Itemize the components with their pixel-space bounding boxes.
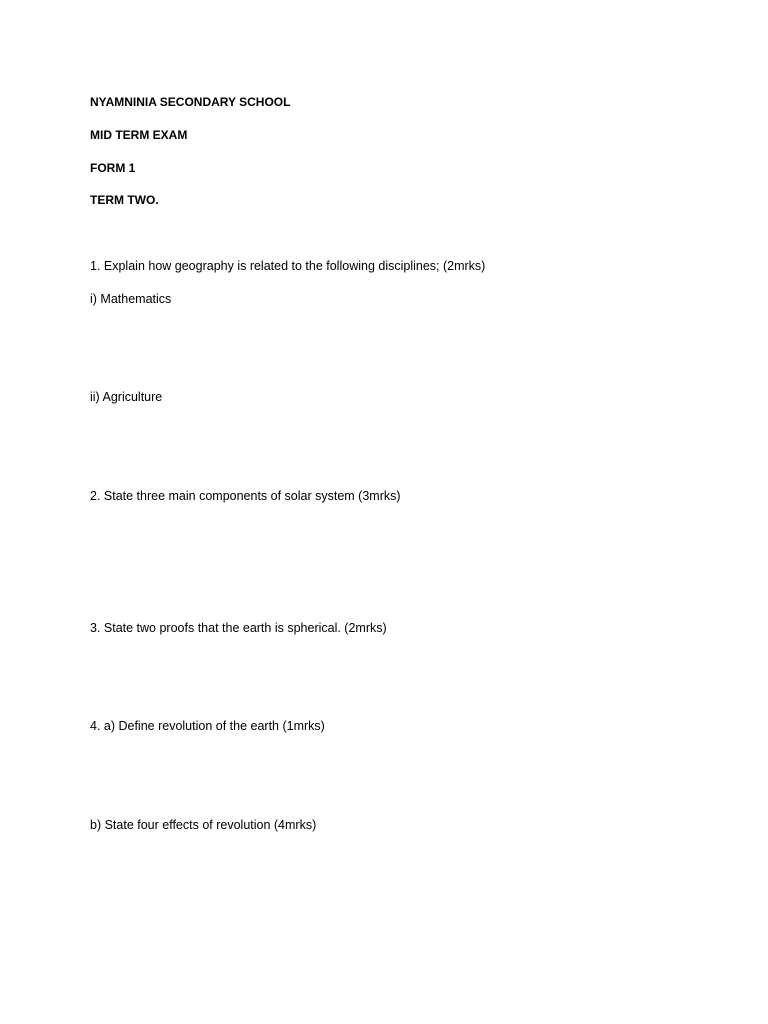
question-3: 3. State two proofs that the earth is spherical. (2mrks): [90, 621, 387, 635]
question-4-part-b: b) State four effects of revolution (4mrks): [90, 818, 317, 832]
question-1: 1. Explain how geography is related to the following disciplines; (2mrks): [90, 259, 486, 273]
question-4-part-a: 4. a) Define revolution of the earth (1mrks): [90, 719, 325, 733]
question-1-part-i: i) Mathematics: [90, 292, 172, 306]
school-name: NYAMNINIA SECONDARY SCHOOL: [90, 95, 291, 109]
question-1-part-ii: ii) Agriculture: [90, 390, 163, 404]
term-label: TERM TWO.: [90, 193, 159, 207]
question-2: 2. State three main components of solar system (3mrks): [90, 489, 401, 503]
form-label: FORM 1: [90, 161, 136, 175]
exam-title: MID TERM EXAM: [90, 128, 188, 142]
